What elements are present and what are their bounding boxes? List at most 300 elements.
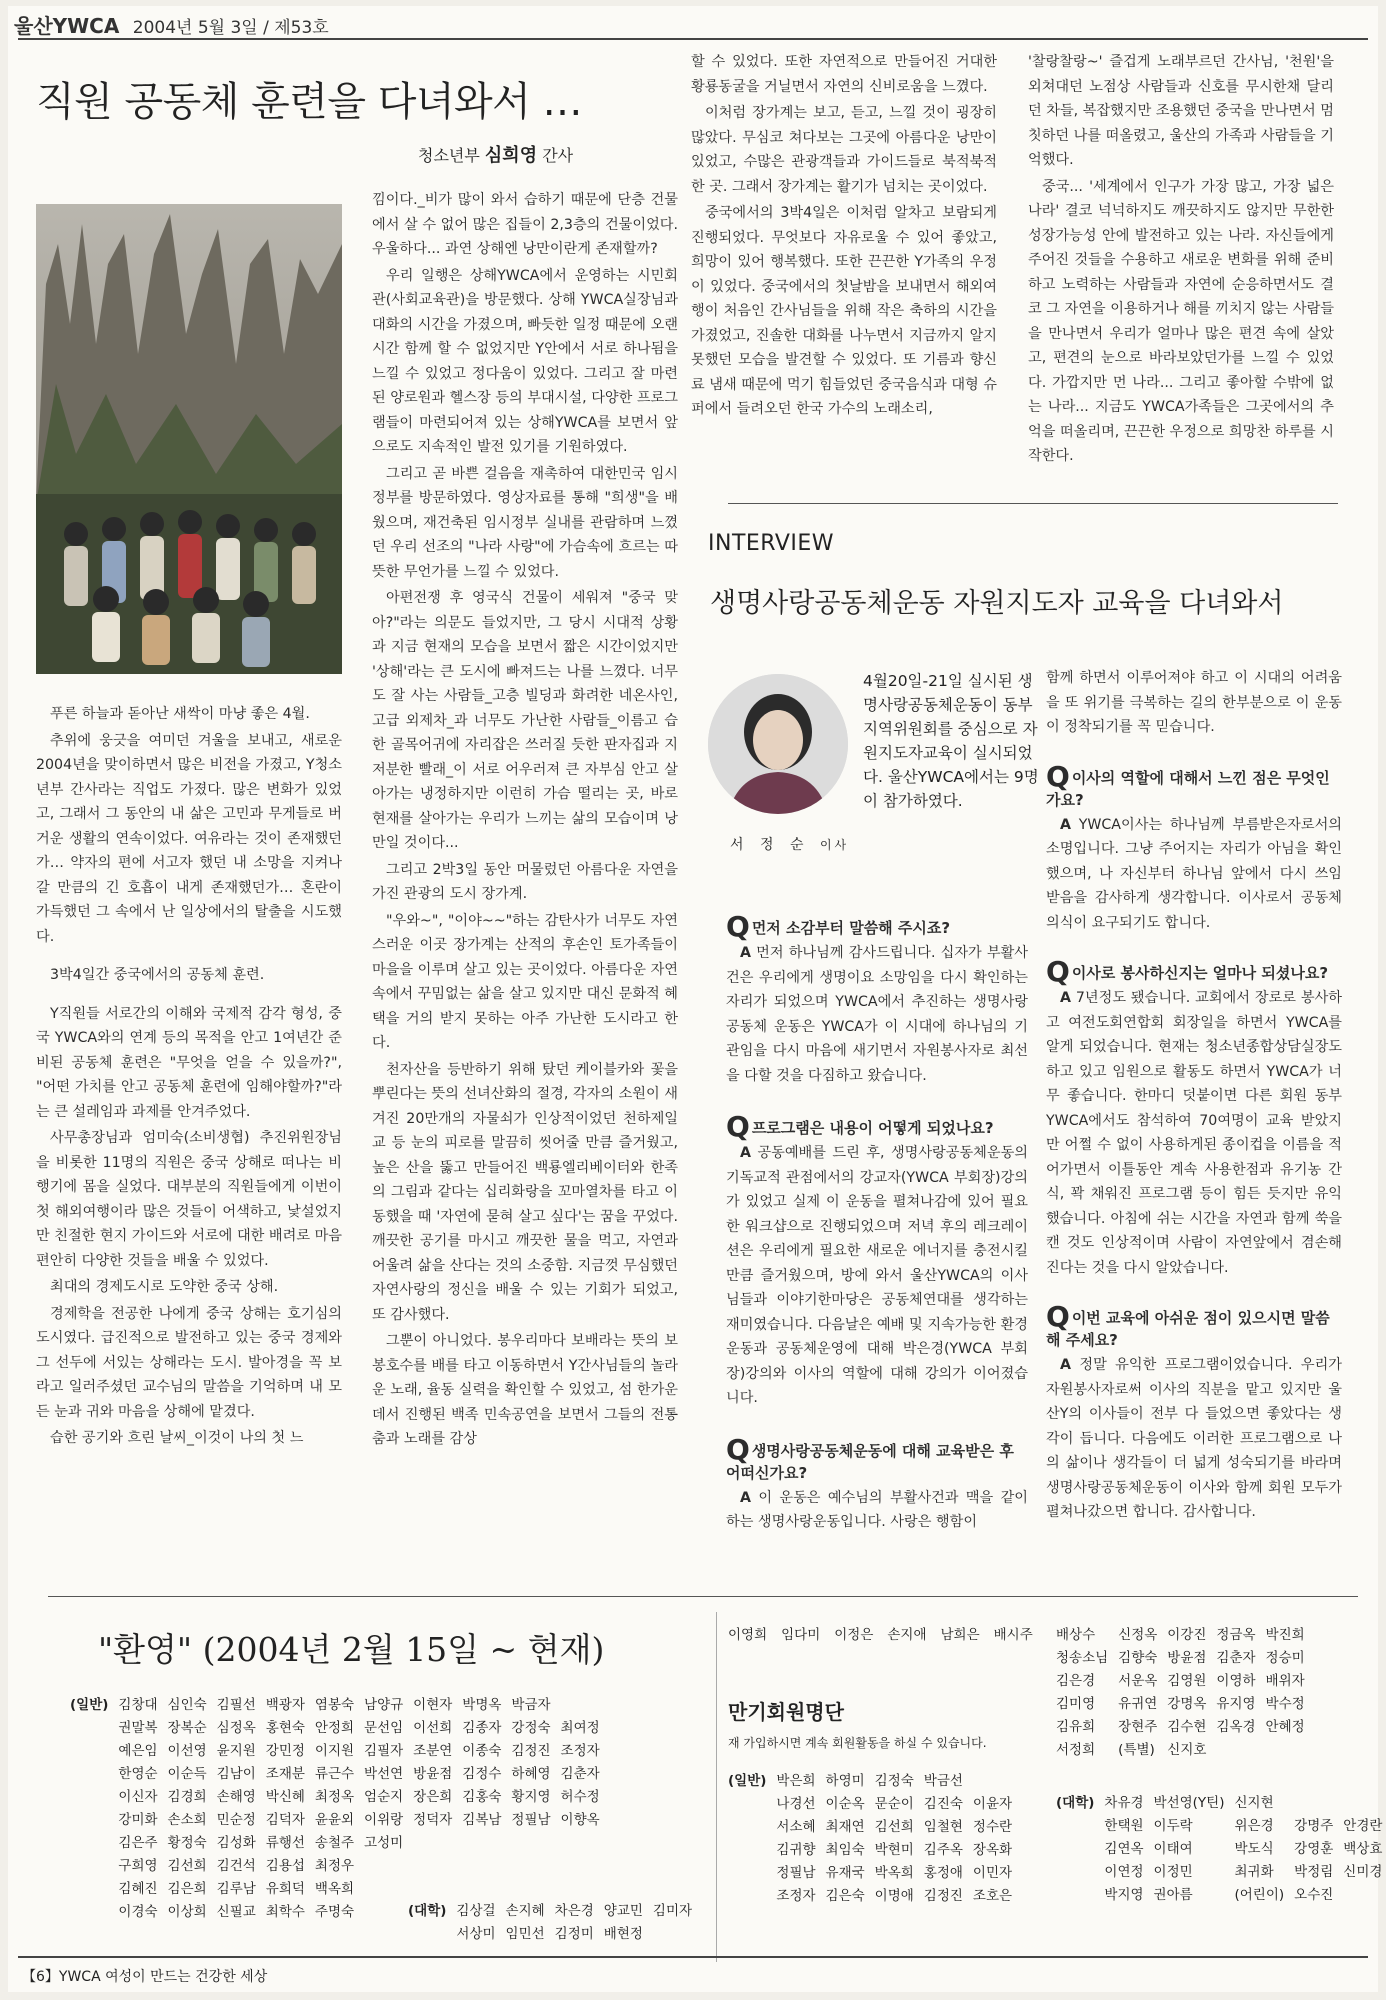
newspaper-page [8,6,1383,1992]
member-name: 방윤점 [1167,1650,1207,1666]
member-name: 박옥희 [874,1865,914,1881]
member-name: 강명주 [1294,1818,1334,1834]
member-name: 손소희 [167,1812,207,1828]
member-name: 최재연 [825,1819,865,1835]
name-row [70,1809,610,1832]
member-name: 김건석 [216,1858,256,1874]
article-paragraph: 습한 공기와 흐린 날씨_이것이 나의 첫 느 [50,1430,304,1446]
member-name: 이태여 [1153,1841,1193,1857]
member-name: 김춘자 [1216,1650,1256,1666]
member-name: 신지현 [1234,1795,1274,1811]
interview-answer: A 먼저 하나님께 감사드립니다. 십자가 부활사건은 우리에게 생명이요 소망임을 다시 확인하는 자리가 되었으며 YWCA에서 추진하는 생명사랑공동체 운동은 YWCA가 이 시대에 하나님의 기관임을 다시 마음에 새기면서 자원봉사자로 최선을 다할 것을 다짐하고 왔습니다. [726,945,1028,1084]
member-name: 김성화 [216,1835,256,1851]
name-row [70,1763,610,1786]
member-name: 윤지원 [216,1743,256,1759]
group-label: (대학) [1056,1795,1095,1811]
member-name: 유희덕 [265,1881,305,1897]
name-row [70,1740,610,1763]
answer-text: 정말 유익한 프로그램이었습니다. 우리가 자원봉사자로써 이사의 직분을 맡고 있지만 울산Y의 이사들이 전부 다 들었으면 좋았다는 생각이 듭니다. 다음에도 이러한 프로그램으로 나의 삶이나 생각들이 더 넓게 성숙되기를 바라며 생명사랑공동체운동이 이사와 함께 회원 모두가 펼쳐나갔으면 합니다. 감사합니다. [1046,1357,1343,1520]
article-column-3 [691,50,997,424]
member-name: 이선영 [167,1743,207,1759]
interviewee-caption [730,834,849,854]
member-name: 정필남 [776,1865,816,1881]
group-label [1056,1861,1104,1884]
member-name: 이순득 [167,1766,207,1782]
member-name: 이신자 [118,1789,158,1805]
member-name: 신정옥 [1118,1627,1158,1643]
member-name: 백옥희 [314,1881,355,1897]
member-name: 박수정 [1265,1696,1305,1712]
member-name: 류근수 [314,1766,355,1782]
member-name: 박정림 [1294,1864,1334,1880]
member-name: (특별) [1118,1742,1155,1758]
member-name: 장현주 [1118,1719,1158,1735]
member-name: 주명숙 [314,1904,355,1920]
member-name: 송철주 [314,1835,355,1851]
member-name: 서소혜 [776,1819,816,1835]
article-paragraph: 푸른 하늘과 돋아난 새싹이 마냥 좋은 4월. [50,706,310,722]
name-row [1056,1884,1386,1907]
member-name: 조분연 [413,1743,453,1759]
member-name: 허수정 [560,1789,600,1805]
answer-text: YWCA이사는 하나님께 부름받은자로서의 소명입니다. 그냥 주어지는 자리가 아님을 확인했으며, 나 자신부터 하나님 앞에서 다시 쓰임 받음을 감사하게 생각합니다. 이사로서 공동체의식이 요구되기도 합니다. [1046,816,1343,931]
q-mark-icon: Q [726,1432,750,1466]
group-label [70,1878,118,1901]
answer-text: 이 운동은 예수님의 부활사건과 맥을 같이 하는 생명사랑운동입니다. 사랑은 행함이 [726,1489,1028,1530]
member-name: 이강진 [1167,1627,1207,1643]
member-name: 권아름 [1153,1887,1193,1903]
member-name: 김덕자 [265,1812,305,1828]
name-row [408,1900,702,1923]
group-label [728,1793,776,1816]
member-name: 남희은 [940,1627,980,1643]
name-row [408,1923,702,1946]
masthead [14,10,329,39]
member-name: 홍현숙 [265,1720,305,1736]
member-name: 구희영 [118,1858,158,1874]
interview-question [726,1432,1028,1484]
right-univ-list [1056,1792,1386,1907]
member-name: 유재국 [825,1865,865,1881]
member-name: 강미화 [118,1812,158,1828]
member-name: 심정옥 [216,1720,256,1736]
name-row [1056,1693,1315,1716]
member-name: 이지원 [314,1743,355,1759]
group-label [70,1717,118,1740]
member-name: 위은경 [1234,1818,1274,1834]
name-row [728,1885,1022,1908]
member-name: 민순정 [216,1812,256,1828]
member-name: 김영원 [1167,1673,1207,1689]
name-row [728,1793,1022,1816]
member-name: 류행선 [265,1835,305,1851]
name-row [728,1816,1022,1839]
member-name: 방윤점 [413,1766,453,1782]
member-name: 김용섭 [265,1858,305,1874]
group-label [70,1901,118,1924]
member-name: 김필자 [364,1743,404,1759]
article-title: 직원 공동체 훈련을 다녀와서 … [36,79,583,125]
article-paragraph: 그뿐이 아니었다. 봉우리마다 보배라는 뜻의 보봉호수를 배를 타고 이동하면서 Y간사님들의 놀라운 노래, 율동 실력을 확인할 수 있었고, 섬 한가운데서 진행된 백족 민속공연을 보면서 그들의 전통 춤과 노래를 감상 [372,1333,678,1447]
member-name: 김정진 [511,1743,551,1759]
member-name: 김선희 [167,1858,207,1874]
section-divider [728,503,1338,504]
member-name: 서운옥 [1118,1673,1158,1689]
welcome-univ-list [408,1900,702,1946]
member-name: 나경선 [776,1796,816,1812]
answer-text: 공동예배를 드린 후, 생명사랑공동체운동의 기독교적 관점에서의 강교자(YWCA 부회장)강의가 있었고 실제 이 운동을 펼쳐나감에 있어 필요한 워크샵으로 진행되었으며 저녁 후의 레크레이션은 우리에게 필요한 새로운 에너지를 충전시킬만큼 즐거웠으며, 방에 와서 울산YWCA의 이사님들과 이야기한마당은 공동체연대를 생각하는 재미였습니다. 다음날은 예배 및 지속가능한 환경운동과 공동체운영에 대해 박은경(YWCA 부회장)강의와 이사의 역할에 대해 강의가 이어졌습니다. [726,1145,1028,1406]
name-row [728,1839,1022,1862]
member-name: 이종숙 [462,1743,502,1759]
member-name: 황정숙 [167,1835,207,1851]
lifetime-subtitle: 재 가입하시면 계속 회원활동을 하실 수 있습니다. [728,1736,987,1750]
interview-question [1046,759,1342,811]
article-paragraph: 사무총장님과 엄미숙(소비생협) 추진위원장님을 비롯한 11명의 직원은 중국 상해로 떠나는 비행기에 몸을 실었다. 대부분의 직원들에게 이번이 첫 해외여행이라 많은 것들이 어색하고, 낯설었지만 친절한 현지 가이드와 서로에 대한 배려로 마음 편안히 다양한 것들을 배울 수 있었다. [36,1130,342,1269]
name-row [728,1770,1022,1793]
member-name: 이상희 [167,1904,207,1920]
member-name: 정승미 [1265,1650,1305,1666]
answer-text: 먼저 하나님께 감사드립니다. 십자가 부활사건은 우리에게 생명이요 소망임을 다시 확인하는 자리가 되었으며 YWCA에서 추진하는 생명사랑공동체 운동은 YWCA가 이 시대에 하나님의 기관임을 다시 마음에 새기면서 자원봉사자로 최선을 다할 것을 다짐하고 왔습니다. [726,945,1028,1084]
interview-answer: A 이 운동은 예수님의 부활사건과 맥을 같이 하는 생명사랑운동입니다. 사랑은 행함이 [726,1489,1028,1530]
byline-name: 심희영 [484,145,538,166]
member-name: 김옥경 [1216,1719,1256,1735]
article-column-1 [36,702,342,1453]
interview-intro: 4월20일-21일 실시된 생명사랑공동체운동이 동부지역위원회를 중심으로 자원지도자교육이 실시되었다. 울산YWCA에서는 9명이 참가하였다. [863,672,1039,810]
article-column-4 [1028,50,1334,471]
member-name: 김종자 [462,1720,502,1736]
group-photo [36,204,342,674]
interview-answer: A 7년정도 됐습니다. 교회에서 장로로 봉사하고 여전도회연합회 회장일을 하면서 YWCA를 알게 되었습니다. 현재는 청소년종합상담실장도 하고 있고 임원으로 활동도 하면서 YWCA가 너무 좋습니다. 한마디 덧붙이면 다른 회원 동부YWCA에서도 참석하여 70여명이 교육 받았지만 어쩔 수 없이 사용하게된 종이컵을 이름을 적어가면서 이틀동안 계속 사용한점과 유기농 간식, 꽉 채워진 프로그램 등이 힘든 듯지만 유익했습니다. 아침에 쉬는 시간을 자연과 함께 쑥을 캔 것도 인상적이며 사람이 자연앞에서 겸손해진다는 것을 다시 알았습니다. [1046,990,1342,1276]
group-label [70,1763,118,1786]
member-name: 신미경 [1343,1864,1383,1880]
member-name: 김경희 [167,1789,207,1805]
masthead-logo: 울산YWCA [14,14,120,38]
interview-answer: A YWCA이사는 하나님께 부름받은자로서의 소명입니다. 그냥 주어지는 자리가 아님을 확인했으며, 나 자신부터 하나님 앞에서 다시 쓰임 받음을 감사하게 생각합니다. 이사로서 공동체의식이 요구되기도 합니다. [1046,816,1343,931]
member-name: 강명옥 [1167,1696,1207,1712]
member-name: 최학수 [265,1904,305,1920]
article-paragraph: 이처럼 장가계는 보고, 듣고, 느낄 것이 굉장히 많았다. 무심코 쳐다보는 그곳에 아름다운 낭만이 있었고, 수많은 관광객들과 가이드들로 북적북적한 곳. 그래서 장가계는 활기가 넘치는 곳이었다. [691,105,997,195]
member-name: 조호은 [972,1888,1013,1904]
interview-question [1046,1300,1342,1351]
article-paragraph: Y직원들 서로간의 이해와 국제적 감각 형성, 중국 YWCA와의 연계 등의 목적을 안고 1여년간 준비된 공동체 훈련은 "무엇을 얻을 수 있을까?", "어떤 가치를 안고 공동체 훈련에 임해야할까?"라는 큰 설레임과 과제를 안겨주었다. [36,1005,342,1120]
name-row [1056,1739,1315,1762]
interview-label [708,531,834,556]
q-mark-icon: Q [1046,1300,1070,1333]
article-paragraph: "우와~", "이야~~"하는 감탄사가 너무도 자연스러운 이곳 장가계는 산적의 후손인 토가족들이 마을을 이루며 살고 있는 곳이었다. 아름다운 자연 속에서 꾸밈없는 삶을 살고 있지만 대신 문화적 혜택을 거의 받지 못하는 아주 가난한 도시라고 한다. [372,912,678,1051]
member-name: 하영미 [825,1773,865,1789]
member-name: 박현미 [874,1842,914,1858]
section-divider [48,1596,1358,1597]
byline-role: 간사 [542,146,574,165]
member-name: 이영희 [728,1627,768,1643]
member-name: 조정자 [776,1888,816,1904]
member-name: 김루남 [216,1881,256,1897]
footer-rule [18,1956,1368,1958]
lifetime-table [728,1770,1022,1908]
member-name: 박선영(Y틴) [1153,1795,1225,1811]
member-name: 청송소님 [1056,1650,1109,1666]
member-name: 박금선 [923,1773,963,1789]
name-row [1056,1838,1386,1861]
member-name: 홍정애 [923,1865,963,1881]
interviewee-portrait [708,674,848,814]
name-row [70,1694,610,1717]
article-paragraph: 추위에 웅긋을 여미던 겨울을 보내고, 새로운 2004년을 맞이하면서 많은 비전을 가졌고, Y청소년부 간사라는 직업도 가졌다. 많은 변화가 있었고, 그래서 그 동안의 내 삶은 고민과 무게들로 버거운 생활의 연속이었다. 여유라는 것이 존재했던가… 약자의 편에 서고자 했던 내 소망을 지켜나갈 만큼의 긴 호흡이 내게 존재했던가… 혼란이 가득했던 그 속에서 난 일상에서의 탈출을 시도했다. [36,732,342,945]
member-name: 유귀연 [1118,1696,1158,1712]
answer-text: 7년정도 됐습니다. 교회에서 장로로 봉사하고 여전도회연합회 회장일을 하면서 YWCA를 알게 되었습니다. 현재는 청소년종합상담실장도 하고 있고 임원으로 활동도 하면서 YWCA가 너무 좋습니다. 한마디 덧붙이면 다른 회원 동부YWCA에서도 참석하여 70여명이 교육 받았지만 어쩔 수 없이 사용하게된 종이컵을 이름을 적어가면서 이틀동안 계속 사용한점과 유기농 간식, 꽉 채워진 프로그램 등이 힘든 듯지만 유익했습니다. 아침에 쉬는 시간을 자연과 함께 쑥을 캔 것도 인상적이며 사람이 자연앞에서 겸손해진다는 것을 다시 알았습니다. [1046,990,1342,1276]
name-row [70,1832,610,1855]
interviewee-role: 이사 [819,838,850,852]
member-name: 박도식 [1234,1841,1274,1857]
footer: 【6】YWCA 여성이 만드는 건강한 세상 [22,1969,268,1985]
member-name: 오수진 [1294,1887,1334,1903]
member-name: 최여정 [560,1720,600,1736]
member-name: 배상수 [1056,1627,1096,1643]
member-name: 이현자 [413,1697,453,1713]
member-name: 신지호 [1167,1742,1207,1758]
name-row [1056,1815,1386,1838]
member-name: 김복남 [462,1812,502,1828]
interview-question [726,1110,1028,1143]
member-name: 양교민 [603,1903,643,1919]
article-paragraph: 천자산을 등반하기 위해 탔던 케이블카와 꽃을 뿌린다는 뜻의 선녀산화의 절경, 각자의 소원이 새겨진 20만개의 자물쇠가 인상적이었던 천하제일교 등 눈의 피로를 말끔히 씻어줄 만큼 즐거웠고, 높은 산을 뚫고 만들어진 백룡엘리베이터와 한족의 그림과 같다는 십리화랑을 꼬마열차를 타고 이동했을 때 '자연에 묻혀 살고 싶다'는 꿈을 꾸었다. 깨끗한 공기를 마시고 깨끗한 물을 먹고, 자연과 어울려 삶을 산다는 것의 소중함. 지금껏 무심했던 자연사랑의 정신을 배울 수 있는 기회가 되었고, 또 감사했다. [372,1061,678,1323]
lifetime-top-names [728,1624,1048,1647]
member-name: 한영순 [118,1766,158,1782]
question-text: 생명사랑공동체운동에 대해 교육받은 후 어떠신가요? [726,1441,1014,1482]
member-name: 이명애 [874,1888,914,1904]
article-paragraph: 경제학을 전공한 나에게 중국 상해는 호기심의 도시였다. 급진적으로 발전하고 있는 중국 경제와 그 선두에 서있는 상해라는 도시. 발아경을 꼭 보라고 일러주셨던 교수님의 말씀을 기억하며 내 모든 눈과 귀와 마음을 상해에 맡겼다. [36,1305,342,1420]
member-name: 김상걸 [456,1903,496,1919]
group-label [408,1923,456,1946]
interview-title: 생명사랑공동체운동 자원지도자 교육을 다녀와서 [710,588,1284,619]
lifetime-top-names-text [728,1624,1048,1647]
member-name: 최귀화 [1234,1864,1274,1880]
member-name: 이윤자 [972,1796,1013,1812]
group-label: (일반) [728,1773,767,1789]
member-name: 문선임 [364,1720,404,1736]
interview-question [726,910,1028,943]
member-name: 배현정 [603,1926,643,1942]
q-mark-icon: Q [1046,759,1070,793]
member-name: 박은희 [776,1773,816,1789]
member-name: 김은희 [167,1881,207,1897]
group-label [1056,1815,1104,1838]
member-name: 장복순 [167,1720,207,1736]
member-name: 윤윤외 [314,1812,355,1828]
member-name: 최임숙 [825,1842,865,1858]
article-paragraph: 최대의 경제도시로 도약한 중국 상해. [50,1279,279,1295]
interviewee-name: 서 정 순 [730,837,810,853]
member-name: 권말복 [118,1720,158,1736]
article-paragraph: '찰랑찰랑~' 즐겁게 노래부르던 간사님, '천원'을 외쳐대던 노점상 사람들과 신호를 무시한채 달리던 차들, 복잡했지만 조용했던 중국을 만나면서 멈칫하던 나를 떠올렸고, 울산의 가족과 사람들을 기억했다. [1028,54,1334,168]
member-name: 조정자 [560,1743,600,1759]
member-name: 김정숙 [874,1773,914,1789]
member-name: 안혜정 [1265,1719,1305,1735]
q-mark-icon: Q [726,910,750,943]
member-name: 이순옥 [825,1796,865,1812]
welcome-general-table [70,1694,610,1924]
member-name: 이향옥 [560,1812,600,1828]
member-name: 안정희 [314,1720,355,1736]
article-paragraph: 3박4일간 중국에서의 공동체 훈련. [50,967,265,983]
q-mark-icon: Q [726,1110,750,1143]
article-paragraph: 그리고 2박3일 동안 머물렀던 아름다운 자연을 가진 관광의 도시 장가계. [372,861,678,902]
member-name: 김유희 [1056,1719,1096,1735]
member-name: 고성미 [364,1835,404,1851]
member-name: 배시주 [993,1627,1033,1643]
member-name: 안경란 [1343,1818,1383,1834]
member-name: 차은경 [554,1903,594,1919]
member-name: 김정수 [462,1766,502,1782]
member-name: 김홍숙 [462,1789,502,1805]
member-name: 정덕자 [413,1812,453,1828]
member-name: 박선연 [364,1766,404,1782]
member-name: 이연정 [1104,1864,1144,1880]
member-name: 김선희 [874,1819,914,1835]
member-name: 최정우 [314,1858,355,1874]
welcome-general-list [70,1694,610,1924]
member-name: 강정숙 [511,1720,551,1736]
member-name: 황지영 [511,1789,551,1805]
group-label [70,1809,118,1832]
member-name: 차유경 [1104,1795,1144,1811]
member-name: 서상미 [456,1926,496,1942]
lifetime-title: 만기회원명단 [728,1700,844,1724]
name-row [1056,1792,1386,1815]
group-label [70,1855,118,1878]
member-name: 신필교 [216,1904,256,1920]
member-name: 김창대 [118,1697,158,1713]
group-label [70,1832,118,1855]
group-label [1056,1884,1104,1907]
member-name: 박진희 [1265,1627,1305,1643]
member-name: 정필남 [511,1812,551,1828]
member-name: 김은경 [1056,1673,1096,1689]
right-univ-table [1056,1792,1386,1907]
member-name: 박지영 [1104,1887,1144,1903]
q-mark-icon: Q [1046,955,1070,988]
member-name: 정금옥 [1216,1627,1256,1643]
member-name: 이위랑 [364,1812,404,1828]
welcome-title: "환영" (2004년 2월 15일 ~ 현재) [98,1630,605,1669]
member-name: 김정미 [554,1926,594,1942]
member-name: 강민정 [265,1743,305,1759]
name-row [70,1786,610,1809]
article-paragraph: 그리고 곧 바쁜 걸음을 재촉하여 대한민국 임시정부를 방문하였다. 영상자료를 통해 "희생"을 배웠으며, 재건축된 임시정부 실내를 관람하며 느꼈던 우리 선조의 "나라 사랑"에 가슴속에 흐르는 따뜻한 무언가를 느낄 수 있었다. [372,465,678,580]
name-row [1056,1861,1386,1884]
member-name: 임다미 [781,1627,821,1643]
group-label [728,1839,776,1862]
article-paragraph: 할 수 있었다. 또한 자연적으로 만들어진 거대한 황룡동굴을 거닐면서 자연의 신비로움을 느꼈다. [691,54,997,95]
member-name: 엄순지 [364,1789,404,1805]
member-name: 한택원 [1104,1818,1144,1834]
article-paragraph: 우리 일행은 상해YWCA에서 운영하는 시민회관(사회교육관)을 방문했다. 상해 YWCA실장님과 대화의 시간을 가졌으며, 빠듯한 일정 때문에 오랜 시간 함께 할 수 없었지만 Y안에서 서로 하나됨을 느낄 수 있었고 정다움이 있었다. 그리고 잘 마련된 양로원과 헬스장 등의 부대시설, 다양한 프로그램들이 마련되어져 있는 상해YWCA를 보면서 앞으로도 지속적인 발전 있기를 기원하였다. [372,267,678,455]
group-label [70,1786,118,1809]
question-text: 이사의 역할에 대해서 느낀 점은 무엇인가요? [1046,768,1330,809]
group-label: (일반) [70,1697,109,1713]
group-label: (대학) [408,1903,447,1919]
byline-dept: 청소년부 [418,146,480,165]
group-label [728,1885,776,1908]
name-row [1056,1624,1315,1647]
member-name: 김미영 [1056,1696,1096,1712]
member-name: 김혜진 [118,1881,158,1897]
question-text: 프로그램은 내용이 어떻게 되었나요? [751,1119,994,1137]
article-paragraph: 중국에서의 3박4일은 이처럼 알차고 보람되게 진행되었다. 무엇보다 자유로울 수 있어 좋았고, 희망이 있어 행복했다. 또한 끈끈한 Y가족의 우정이 있었다. 중국에서의 첫날밤을 보내면서 해외여행이 처음인 간사님들을 위해 작은 축하의 시간을 가졌었고, 진솔한 대화를 나누면서 지금까지 알지 못했던 모습을 발견할 수 있었다. 또 기름과 향신료 냄새 때문에 먹기 힘들었던 중국음식과 대형 슈퍼에서 들려오던 한국 가수의 노래소리, [691,205,997,417]
member-name: 김미자 [652,1903,693,1919]
name-row [728,1862,1022,1885]
article-paragraph: 낌이다._비가 많이 와서 습하기 때문에 단층 건물에서 살 수 없어 많은 집들이 2,3층의 건물이었다. 우울하다... 과연 상해엔 낭만이란게 존재할까? [372,192,678,257]
member-name: 임철현 [923,1819,963,1835]
member-name: 김춘자 [560,1766,600,1782]
member-name: 김진숙 [923,1796,963,1812]
member-name: 강영훈 [1294,1841,1334,1857]
member-name: (어린이) [1234,1887,1285,1903]
question-text: 이사로 봉사하신지는 얼마나 되셨나요? [1071,964,1329,982]
masthead-date: 2004년 5월 3일 / 제53호 [132,18,329,38]
interview-column-b [1046,666,1342,1527]
member-name: 손지애 [887,1627,927,1643]
welcome-univ-table [408,1900,702,1946]
member-name: 남양규 [364,1697,404,1713]
member-name: 김남이 [216,1766,256,1782]
member-name: 백광자 [265,1697,305,1713]
member-name: 심인숙 [167,1697,207,1713]
member-name: 김은숙 [825,1888,865,1904]
member-name: 백상효 [1343,1841,1383,1857]
member-name: 문순이 [874,1796,914,1812]
member-name: 유지영 [1216,1696,1256,1712]
name-row [70,1717,610,1740]
member-name: 손지혜 [505,1903,545,1919]
column-divider [716,1612,717,1962]
member-name: 정수란 [972,1819,1013,1835]
group-label [728,1816,776,1839]
name-row [70,1878,610,1901]
member-name: 이정민 [1153,1864,1193,1880]
name-row [1056,1647,1315,1670]
interview-question [1046,955,1342,988]
interview-answer: A 정말 유익한 프로그램이었습니다. 우리가 자원봉사자로써 이사의 직분을 맡고 있지만 울산Y의 이사들이 전부 다 들었으면 좋았다는 생각이 듭니다. 다음에도 이러한 프로그램으로 나의 삶이나 생각들이 더 넓게 성숙되기를 바라며 생명사랑공동체운동이 이사와 함께 회원 모두가 펼쳐나갔으면 합니다. 감사합니다. [1046,1357,1343,1520]
article-byline [418,141,573,167]
group-label [70,1740,118,1763]
masthead-rule [18,38,1368,40]
question-text: 이번 교육에 아쉬운 점이 있으시면 말씀해 주세요? [1046,1309,1330,1349]
member-name: 배위자 [1265,1673,1305,1689]
article-paragraph: 아편전쟁 후 영국식 건물이 세워져 "중국 맞아?"라는 의문도 들었지만, 그 당시 시대적 상황과 지금 현재의 모습을 보면서 짧은 시간이었지만 '상해'라는 큰 도시에 빠져드는 나를 느꼈다. 너무도 잘 사는 사람들_고층 빌딩과 화려한 네온사인, 고급 외제차_과 너무도 가난한 사람들_이름고 습한 골목어귀에 자리잡은 쓰러질 듯한 판자집과 지저분한 빨래_이 서로 어우러져 큰 자부심 안고 살아가는 냉정하지만 이런히 가슴 떨리는 곳, 바로 현재를 살아가는 우리가 느끼는 삶의 모습이며 낭만일 것이다... [372,590,678,851]
lifetime-list [728,1770,1022,1908]
member-name: 서정희 [1056,1742,1096,1758]
member-name: 이두락 [1153,1818,1193,1834]
member-name: 예은임 [118,1743,158,1759]
name-row [70,1855,610,1878]
interview-label-text: INTERVIEW [708,531,835,556]
article-column-2 [372,188,678,1454]
name-row [1056,1670,1315,1693]
member-name: 김필선 [216,1697,256,1713]
question-text: 먼저 소감부터 말씀해 주시죠? [751,919,951,937]
interview-column-a [726,904,1028,1537]
member-name: 최정옥 [314,1789,355,1805]
member-name: 이정은 [834,1627,874,1643]
member-name: 김주옥 [923,1842,963,1858]
group-label [1056,1838,1104,1861]
member-name: 김향숙 [1118,1650,1158,1666]
member-name: 김은주 [118,1835,158,1851]
member-name: 김귀향 [776,1842,816,1858]
member-name: 박명옥 [462,1697,502,1713]
member-name: 이영하 [1216,1673,1256,1689]
